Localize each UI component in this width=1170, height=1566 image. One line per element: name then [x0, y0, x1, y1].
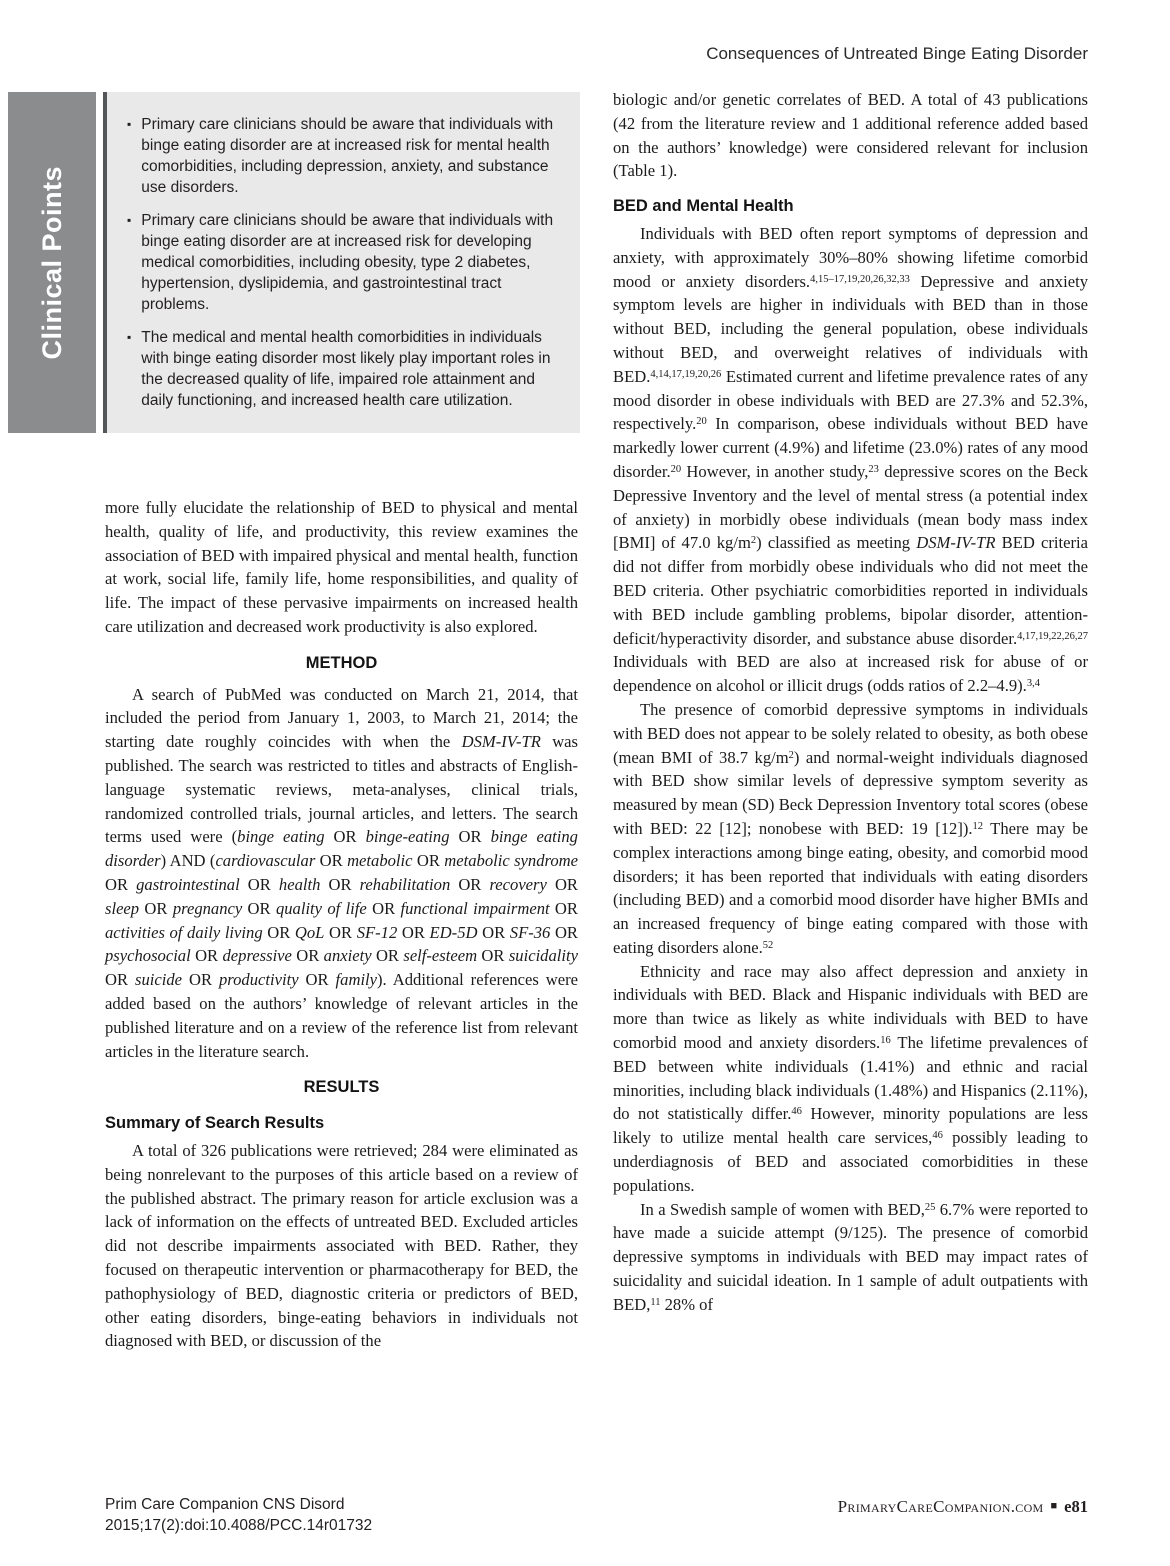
clinical-points-tab-label: Clinical Points: [36, 165, 67, 360]
clinical-points-box: [107, 92, 580, 433]
square-bullet-icon: ■: [1050, 1500, 1058, 1512]
running-head: Consequences of Untreated Binge Eating Disorder: [706, 44, 1088, 63]
paragraph-mental-health-3: Ethnicity and race may also affect depression and anxiety in individuals with BED. Black and Hispanic individuals with BED are more than twice as likely as white individuals with BED to have comorbid mood and anxiety disorders.$^{16}$ The lifetime prevalences of BED between white individuals (1.41%) and ethnic and racial minorities, including black individuals (1.48%) and Hispanics (2.11%), do not statistically differ.$^{46}$ However, minority populations are less likely to utilize mental health care services,$^{46}$ possibly leading to underdiagnosis of BED and associated comorbidities in these populations.: [613, 961, 1089, 1195]
left-column: [105, 496, 578, 1353]
paragraph-mental-health-2: The presence of comorbid depressive symptoms in individuals with BED does not appear to be solely related to obesity, as both obese (mean BMI of 38.7 $kg/m^2$) and normal-weight individuals diagnosed with BED show similar levels of depressive symptom severity as measured by mean (SD) Beck Depression Inventory total scores (obese with BED: 22 [12]; nonobese with BED: 19 [12]).$^{12}$ There may be complex interactions among binge eating, obesity, and comorbid mood disorders; it has been reported that individuals with eating disorders (including BED) and a comorbid mood disorder have higher BMIs and an increased frequency of binge eating compared with those with eating disorders alone.$^{52}$: [613, 699, 1088, 957]
bullet-square-icon: ▪: [127, 213, 132, 227]
paragraph-continuation: biologic and/or genetic correlates of BED. A total of 43 publications (42 from the literature review and 1 additional reference added based on the authors’ knowledge) were considered relevant for inclusion (Table 1).: [613, 90, 1088, 181]
results-heading: RESULTS: [303, 1078, 380, 1097]
paragraph-mental-health-1: Individuals with BED often report symptoms of depression and anxiety, with approximately 30%–80% showing lifetime comorbid mood or anxiety disorders.$^{4,15-17,19,20,26,32,33}$ Depressive and anxiety symptom levels are higher in individuals with BED than in those without BED, including the general population, obese individuals without BED, and overweight relatives of individuals with BED.$^{4,14,17,19,20,26}$ Estimated current and lifetime prevalence rates of any mood disorder in obese individuals with BED are 27.3% and 52.3%, respectively.$^{20}$ In comparison, obese individuals without BED have markedly lower current (4.9%) and lifetime (23.0%) rates of any mood disorder.$^{20}$ However, in another study,$^{23}$ depressive scores on the Beck Depressive Inventory and the level of mental stress (a potential index of anxiety) in morbidly obese individuals (mean body mass index [BMI] of 47.0 $kg/m^2$) classified as meeting DSM-IV-TR BED criteria did not differ from morbidly obese individuals who did not meet the BED criteria. Other psychiatric comorbidities reported in individuals with BED include gambling problems, bipolar disorder, attention-deficit/hyperactivity disorder, and substance abuse disorder.$^{4,17,19,22,26,27}$ Individuals with BED are also at increased risk for abuse of or dependence on alcohol or illicit drugs (odds ratios of 2.2–4.9).$^{3,4}$: [613, 223, 1089, 696]
right-column: [613, 88, 1088, 1317]
clinical-points-tab: [8, 92, 96, 433]
bullet-square-icon: ▪: [127, 117, 132, 131]
bed-and-mental-health-heading: BED and Mental Health: [613, 197, 794, 216]
footer-site-info: [838, 1497, 1088, 1517]
clinical-point-text: Primary care clinicians should be aware that individuals with binge eating disorder are at increased risk for developing medical comorbidities, including obesity, type 2 diabetes, hypertension, dyslipidemia, and gastrointestinal tract problems.: [141, 212, 554, 313]
method-heading: METHOD: [305, 653, 378, 672]
footer-journal-info: [105, 1494, 372, 1536]
footer-journal-name: Prim Care Companion CNS Disord: [105, 1496, 345, 1513]
clinical-point-text: Primary care clinicians should be aware that individuals with binge eating disorder are at increased risk for mental health comorbidities, including depression, anxiety, and substance use disorders.: [141, 116, 554, 196]
paragraph-summary: A total of 326 publications were retrieved; 284 were eliminated as being nonrelevant to the purposes of this article based on a review of the published abstract. The primary reason for article exclusion was a lack of information on the effects of untreated BED. Excluded articles did not describe impairments associated with BED. Rather, they focused on therapeutic intervention or pharmacotherapy for BED, the pathophysiology of BED, diagnostic criteria or predictors of BED, other eating disorders, binge-eating behaviors in individuals not diagnosed with BED, or discussion of the: [105, 1140, 578, 1351]
footer-website: PrimaryCareCompanion.com: [837, 1497, 1044, 1516]
clinical-point-item: [127, 210, 554, 315]
footer-doi: 2015;17(2):doi:10.4088/PCC.14r01732: [105, 1517, 373, 1534]
clinical-points-panel: [8, 92, 580, 433]
paragraph-method: A search of PubMed was conducted on March 21, 2014, that included the period from January 1, 2003, to March 21, 2014; the starting date roughly coincides with when the DSM-IV-TR was published. The search was restricted to titles and abstracts of English-language systematic reviews, meta-analyses, clinical trials, randomized controlled trials, journal articles, and letters. The search terms used were (binge eating OR binge-eating OR binge eating disorder) AND (cardiovascular OR metabolic OR metabolic syndrome OR gastrointestinal OR health OR rehabilitation OR recovery OR sleep OR pregnancy OR quality of life OR functional impairment OR activities of daily living OR QoL OR SF-12 OR ED-5D OR SF-36 OR psychosocial OR depressive OR anxiety OR self-esteem OR suicidality OR suicide OR productivity OR family). Additional references were added based on the authors’ knowledge of relevant articles in the published literature and on a review of the reference list from relevant articles in the literature search.: [105, 684, 579, 1061]
bullet-square-icon: ▪: [127, 330, 132, 344]
clinical-point-item: [127, 327, 554, 411]
footer-page-number: e81: [1064, 1497, 1088, 1516]
paragraph-mental-health-4: In a Swedish sample of women with BED,$^{25}$ 6.7% were reported to have made a suicide attempt (9/125). The presence of comorbid depressive symptoms in individuals with BED may impact rates of suicidality and suicidal ideation. In 1 sample of adult outpatients with BED,$^{11}$ 28% of: [613, 1199, 1088, 1314]
summary-of-search-results-heading: Summary of Search Results: [105, 1114, 325, 1133]
clinical-point-text: The medical and mental health comorbidities in individuals with binge eating disorder most likely play important roles in the decreased quality of life, impaired role attainment and daily functioning, and increased health care utilization.: [141, 329, 551, 409]
paragraph-intro: more fully elucidate the relationship of BED to physical and mental health, quality of life, and productivity, this review examines the association of BED with impaired physical and mental health, function at work, social life, family life, home responsibilities, and quality of life. The impact of these pervasive impairments on increased health care utilization and decreased work productivity is also explored.: [105, 498, 578, 636]
clinical-point-item: [127, 114, 554, 198]
